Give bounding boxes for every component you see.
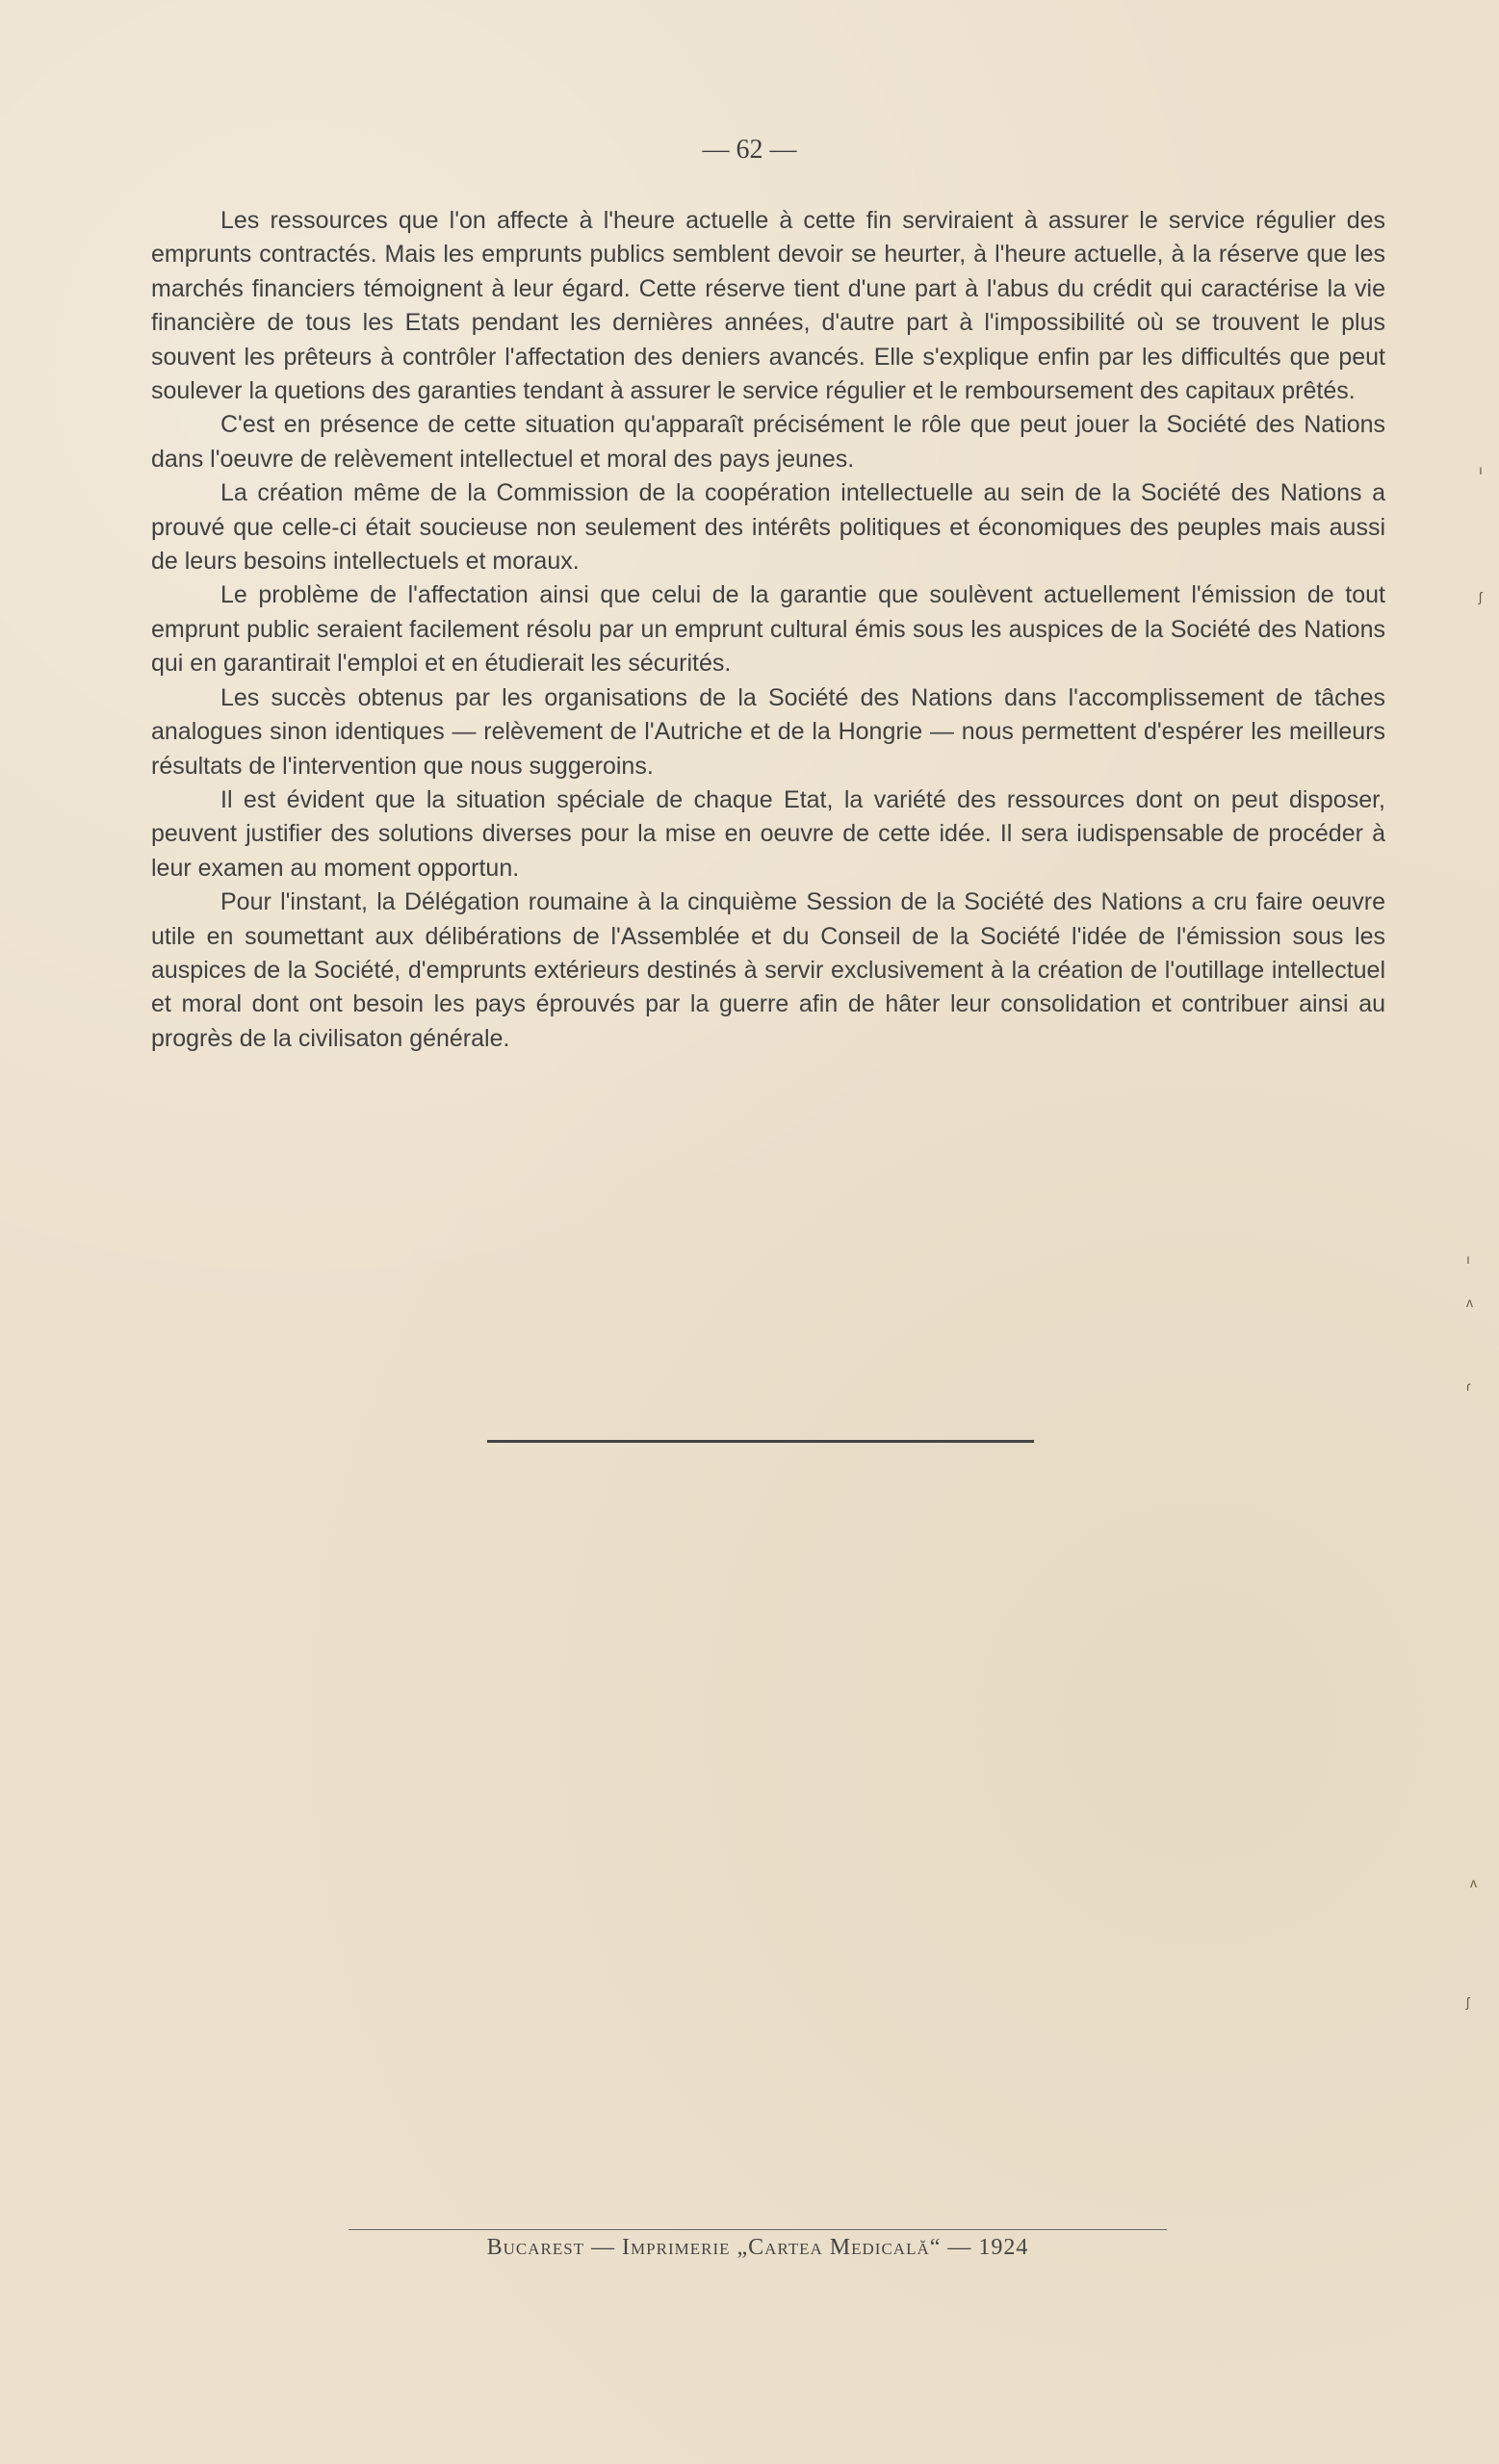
printer-imprint: Bucarest — Imprimerie „Cartea Medicală“ — 1924	[486, 2235, 1029, 2260]
paragraph-1: Les ressources que l'on affecte à l'heure actuelle à cette fin serviraient à assurer le service régulier des emprunts contractés. Mais les emprunts publics semblent devoir se heurter, à l'heure actuelle, à la réserve que les marchés financiers témoignent à leur égard. Cette réserve tient d'une part à l'abus du crédit qui caractérise la vie financière de tous les Etats pendant les dernières années, d'autre part à l'impossibilité où se trouvent le plus souvent les prêteurs à contrôler l'affectation des deniers avancés. Elle s'explique enfin par les difficultés que peut soulever la quetions des garanties tendant à assurer le service régulier et le remboursement des capitaux prêtés.	[151, 207, 1385, 405]
paper-speck: ʃ	[1466, 1994, 1470, 2010]
page-number: — 62 —	[702, 135, 797, 165]
paper-speck: ʌ	[1466, 1295, 1473, 1310]
paper-speck: ɾ	[1466, 1378, 1471, 1394]
body-text	[151, 204, 1385, 1056]
paragraph-5: Les succès obtenus par les organisations de la Société des Nations dans l'accomplissement de tâches analogues sinon identiques — relèvement de l'Autriche et de la Hongrie — nous permettent d'espérer les meilleurs résultats de l'intervention que nous suggeroins.	[151, 683, 1385, 780]
paragraph-4: Le problème de l'affectation ainsi que celui de la garantie que soulèvent actuellement l'émission de tout emprunt public seraient facilement résolu par un emprunt cultural émis sous les auspices de la Société des Nations qui en garantirait l'emploi et en étudierait les sécurités.	[151, 581, 1385, 678]
section-divider	[487, 1440, 1034, 1443]
paper-speck: ı	[1479, 462, 1483, 477]
footer-rule	[349, 2229, 1167, 2230]
paragraph-3: La création même de la Commission de la coopération intellectuelle au sein de la Société des Nations a prouvé que celle-ci était soucieuse non seulement des intérêts politiques et économiques des peuples mais aussi de leurs besoins intellectuels et moraux.	[151, 479, 1385, 576]
paragraph-2: C'est en présence de cette situation qu'apparaît précisément le rôle que peut jouer la Société des Nations dans l'oeuvre de relèvement intellectuel et moral des pays jeunes.	[151, 411, 1385, 473]
paper-speck: ʃ	[1479, 589, 1483, 604]
paragraph-7: Pour l'instant, la Délégation roumaine à la cinquième Session de la Société des Nations a cru faire oeuvre utile en soumettant aux délibérations de l'Assemblée et du Conseil de la Société l'idée de l'émission sous les auspices de la Société, d'emprunts extérieurs destinés à servir exclusivement à la création de l'outillage intellectuel et moral dont ont besoin les pays éprouvés par la guerre afin de hâter leur consolidation et contribuer ainsi au progrès de la civilisaton générale.	[151, 888, 1385, 1052]
paper-speck: ʌ	[1470, 1875, 1477, 1890]
paragraph-6: Il est évident que la situation spéciale de chaque Etat, la variété des ressources dont on peut disposer, peuvent justifier des solutions diverses pour la mise en oeuvre de cette idée. Il sera iudispensable de procéder à leur examen au moment opportun.	[151, 785, 1385, 882]
paper-speck: ı	[1466, 1251, 1470, 1267]
